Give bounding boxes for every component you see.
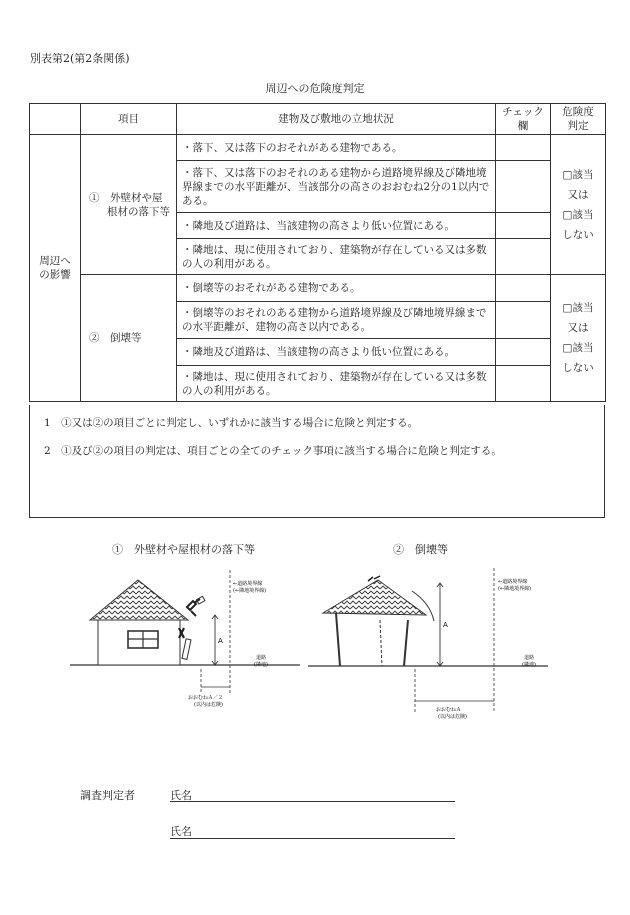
- name-input-1[interactable]: [170, 801, 455, 802]
- distance-label: おおむねＡ／２: [188, 695, 224, 701]
- danger-header-line2: 判定: [567, 120, 589, 132]
- group1-check4[interactable]: [496, 239, 551, 275]
- check-header-line2: 欄: [517, 120, 529, 132]
- group2-row2: ・倒壊等のおそれのある建物から道路境界線及び隣地境界線までの水平距離が、建物の高さ以内である。: [177, 302, 496, 339]
- group1-item: [81, 135, 177, 275]
- figure1-diagram: [70, 565, 300, 715]
- house-wall: [98, 620, 180, 665]
- height-label: A: [218, 637, 223, 645]
- road-label-2: 道路: [524, 655, 535, 661]
- post-1: [336, 613, 340, 666]
- name-label-1: 氏名: [170, 789, 192, 802]
- name-input-2[interactable]: [170, 838, 455, 839]
- figure2-caption: ② 倒壊等: [393, 543, 448, 556]
- tilted-roof: [323, 580, 426, 615]
- group1-item-line2: 根材の落下等: [107, 205, 170, 218]
- group1-judge: [551, 135, 606, 275]
- group2-row3: ・隣地及び道路は、当該建物の高さより低い位置にある。: [177, 339, 496, 366]
- group1-judge-or: 又は: [567, 188, 589, 201]
- name-label-2: 氏名: [170, 825, 192, 838]
- boundary-sublabel: (←隣地境界線): [233, 588, 267, 594]
- group1-check2[interactable]: [496, 161, 551, 213]
- group1-judge-no-suffix: しない: [562, 228, 594, 241]
- check-header-line1: チェック: [502, 106, 544, 118]
- danger-header: [551, 104, 606, 135]
- group2-check4[interactable]: [496, 366, 551, 402]
- notes-box: [29, 405, 605, 518]
- distance-sublabel: (以内は危険): [194, 702, 223, 708]
- group1-row2: ・落下、又は落下のおそれのある建物から道路境界線及び隣地境界線までの水平距離が、当該部分の高さのおおむね2分の1以内である。: [177, 161, 496, 213]
- category-header-cell: [30, 104, 81, 135]
- category-cell: [30, 135, 81, 402]
- group2-judge: [551, 275, 606, 402]
- group1-row3: ・隣地及び道路は、当該建物の高さより低い位置にある。: [177, 213, 496, 239]
- page-title: 周辺への危険度判定: [265, 82, 365, 95]
- check-header: [496, 104, 551, 135]
- group1-check3[interactable]: [496, 213, 551, 239]
- height-label-2: A: [443, 621, 448, 629]
- condition-header: 建物及び敷地の立地状況: [177, 104, 496, 135]
- boundary-label-2: ←道路境界線: [498, 579, 528, 585]
- group2-judge-or: 又は: [567, 322, 589, 334]
- figure2-diagram: [308, 565, 548, 725]
- category-line1: 周辺へ: [39, 255, 71, 267]
- note-2: 2 ①及び②の項目の判定は、項目ごとの全てのチェック事項に該当する場合に危険と判定する。: [44, 445, 502, 457]
- risk-table: [29, 103, 606, 402]
- group2-judge-no[interactable]: □該当: [562, 342, 594, 354]
- group1-judge-yes[interactable]: □該当: [562, 168, 594, 181]
- falling-debris-icon: [187, 599, 200, 616]
- inspector-label: 調査判定者: [80, 789, 135, 802]
- boundary-sublabel-2: (←隣地境界線): [498, 586, 532, 592]
- distance-sublabel-2: (以内は危険): [438, 714, 467, 720]
- road-sublabel-2: (隣地): [522, 662, 536, 668]
- group2-item: ② 倒壊等: [81, 275, 177, 402]
- group1-check1[interactable]: [496, 135, 551, 161]
- group1-row1: ・落下、又は落下のおそれがある建物である。: [177, 135, 496, 161]
- post-2: [404, 620, 408, 666]
- group2-check3[interactable]: [496, 339, 551, 366]
- road-label: 道路: [256, 655, 267, 661]
- group2-judge-yes[interactable]: □該当: [562, 302, 594, 314]
- figure1-caption: ① 外壁材や屋根材の落下等: [112, 543, 255, 556]
- item-header: 項目: [81, 104, 177, 135]
- form-header: 別表第2(第2条関係): [30, 52, 130, 65]
- roof: [90, 580, 188, 620]
- group2-row4: ・隣地は、現に使用されており、建築物が存在している又は多数の人の利用がある。: [177, 366, 496, 402]
- group2-row1: ・倒壊等のおそれがある建物である。: [177, 275, 496, 302]
- danger-header-line1: 危険度: [562, 106, 594, 118]
- distance-label-2: おおむねＡ: [436, 707, 462, 713]
- group1-row4: ・隣地は、現に使用されており、建築物が存在している又は多数の人の利用がある。: [177, 239, 496, 275]
- group1-item-line1: ① 外壁材や屋: [89, 191, 163, 204]
- boundary-label: ←道路境界線: [233, 581, 263, 587]
- group1-judge-no[interactable]: □該当: [562, 208, 594, 221]
- group2-check1[interactable]: [496, 275, 551, 302]
- note-1: 1 ①又は②の項目ごとに判定し、いずれかに該当する場合に危険と判定する。: [44, 417, 419, 429]
- group2-judge-no-suffix: しない: [562, 362, 594, 374]
- collapse-arc: [412, 591, 434, 621]
- group2-check2[interactable]: [496, 302, 551, 339]
- road-sublabel: (隣地): [254, 662, 268, 668]
- category-line2: の影響: [39, 269, 71, 281]
